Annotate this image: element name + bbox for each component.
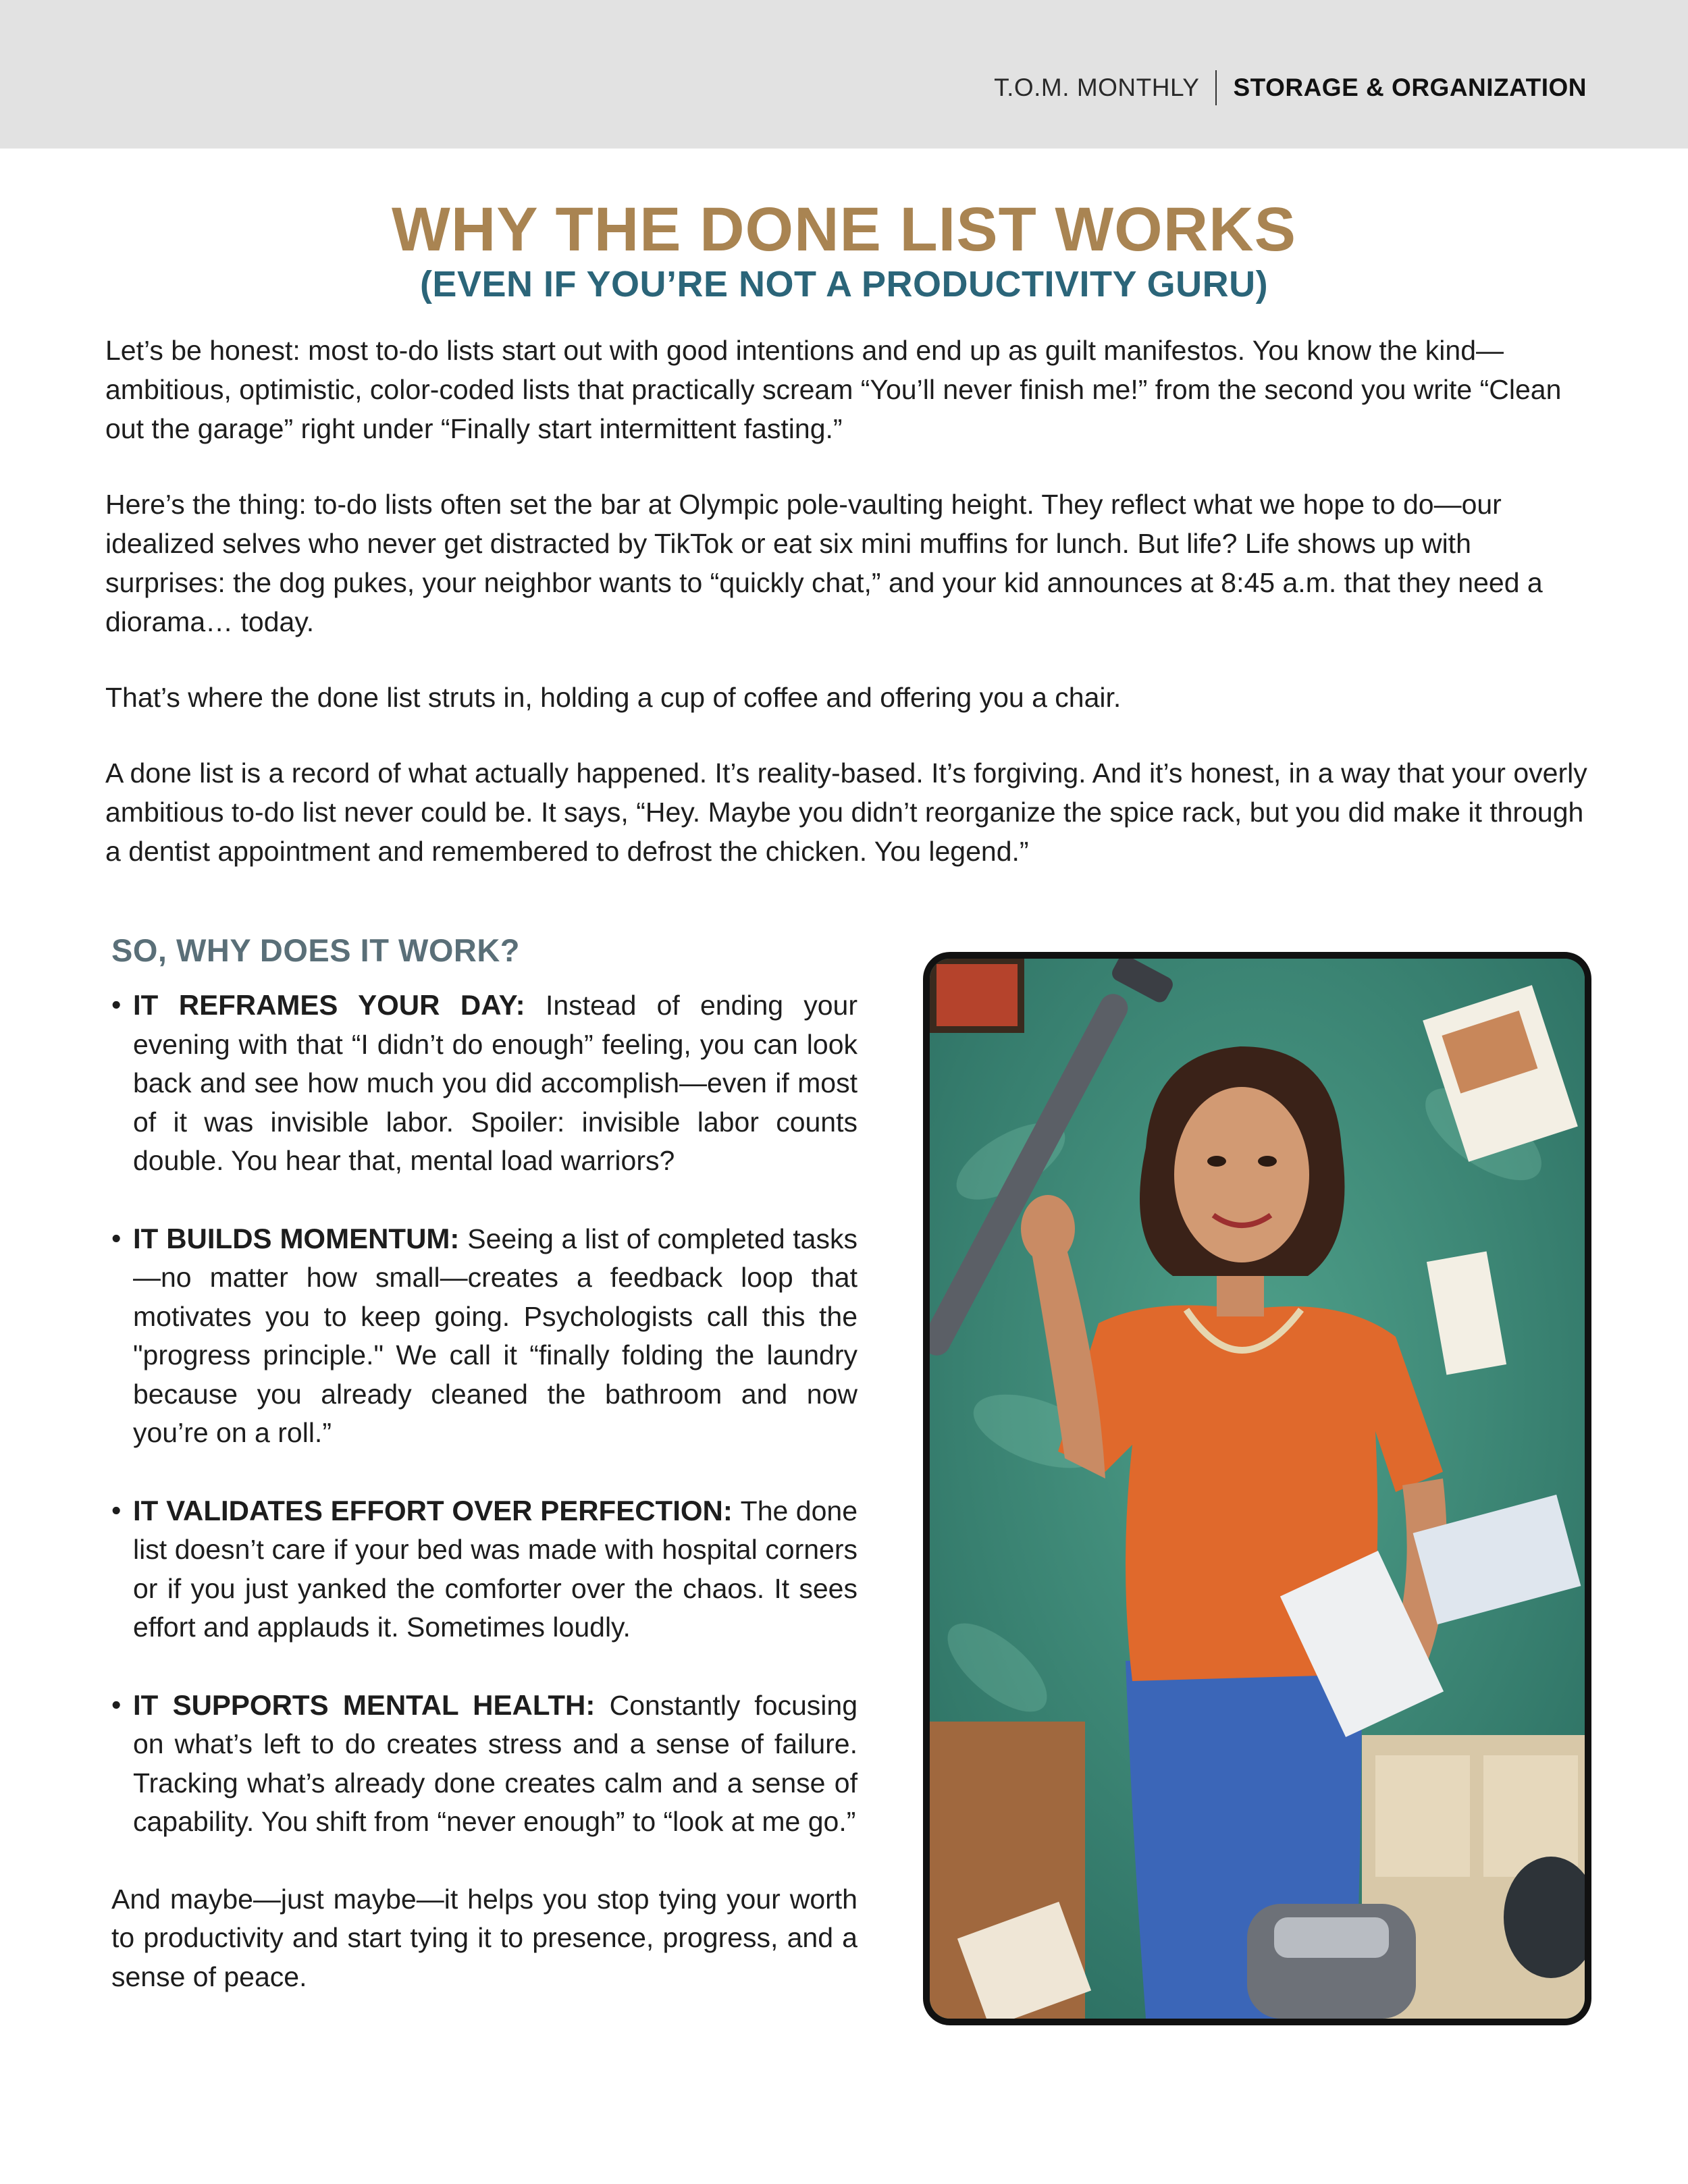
header-bar [0, 0, 1688, 149]
intro-text [105, 331, 1598, 907]
closing-paragraph: And maybe—just maybe—it helps you stop tying your worth to productivity and start tying it to presence, progress, and a sense of peace. [111, 1883, 858, 1992]
intro-paragraph: That’s where the done list struts in, holding a cup of coffee and offering you a chair. [105, 682, 1122, 713]
intro-paragraph: Here’s the thing: to-do lists often set the bar at Olympic pole-vaulting height. They reflect what we hope to do—our idealized selves who never get distracted by TikTok or eat six mini muffins for lunch. But life? Life shows up with surprises: the dog pukes, your neighbor wants to “quickly chat,” and your kid announces at 8:45 a.m. that they need a diorama… today. [105, 489, 1543, 637]
reason-item [111, 1219, 858, 1453]
breadcrumb-divider [1215, 70, 1217, 105]
intro-paragraph: A done list is a record of what actually happened. It’s reality-based. It’s forgiving. And it’s honest, in a way that your overly ambitious to-do list never could be. It says, “Hey. Maybe you didn’t reorganize the spice rack, but you did make it through a dentist appointment and remembered to defrost the chicken. You legend.” [105, 757, 1587, 867]
reason-text: Constantly focusing on what’s left to do creates stress and a sense of failure. Tracking what’s already done creates calm and a sense of capability. You shift from “never enough” to “look at me go.” [133, 1689, 858, 1837]
face [1174, 1087, 1309, 1262]
reason-lead: IT BUILDS MOMENTUM: [133, 1222, 468, 1254]
reasons-column [111, 986, 858, 2024]
publication-name: T.O.M. MONTHLY [994, 74, 1200, 101]
reason-text: The done list doesn’t care if your bed was made with hospital corners or if you just yanked the comforter over the chaos. It sees effort and applauds it. Sometimes loudly. [133, 1495, 858, 1643]
bullet-icon: • [111, 989, 122, 1020]
reason-item [111, 1686, 858, 1842]
article-title: WHY THE DONE LIST WORKS [392, 195, 1296, 264]
reason-item [111, 986, 858, 1181]
woman-with-vacuum-illustration [930, 959, 1585, 2019]
bullet-icon: • [111, 1222, 122, 1254]
bullet-icon: • [111, 1494, 122, 1526]
reason-lead: IT REFRAMES YOUR DAY: [133, 989, 546, 1021]
reason-lead: IT VALIDATES EFFORT OVER PERFECTION: [133, 1494, 741, 1526]
reason-lead: IT SUPPORTS MENTAL HEALTH: [133, 1688, 610, 1721]
article-subtitle: (EVEN IF YOU’RE NOT A PRODUCTIVITY GURU) [419, 264, 1269, 304]
reason-text: Instead of ending your evening with that “I didn’t do enough” feeling, you can look back and see how much you did accomplish—even if most of it was invisible labor. Spoiler: invisible labor counts double. You hear that, mental load warriors? [133, 990, 858, 1176]
section-heading: SO, WHY DOES IT WORK? [111, 932, 520, 968]
intro-paragraph: Let’s be honest: most to-do lists start out with good intentions and end up as guilt manifestos. You know the kind—ambitious, optimistic, color-coded lists that practically scream “You’ll never finish me!” from the second you write “Clean out the garage” right under “Finally start intermittent fasting.” [105, 335, 1562, 444]
bullet-icon: • [111, 1688, 122, 1720]
reason-item [111, 1491, 858, 1647]
illustration [923, 952, 1591, 2025]
reason-text: Seeing a list of completed tasks—no matter how small—creates a feedback loop that motivates you to keep going. Psychologists call this the "progress principle." We call it “finally folding the laundry because you already cleaned the bathroom and now you’re on a roll.” [133, 1223, 858, 1448]
breadcrumb [994, 69, 1587, 107]
section-name: STORAGE & ORGANIZATION [1233, 74, 1587, 101]
